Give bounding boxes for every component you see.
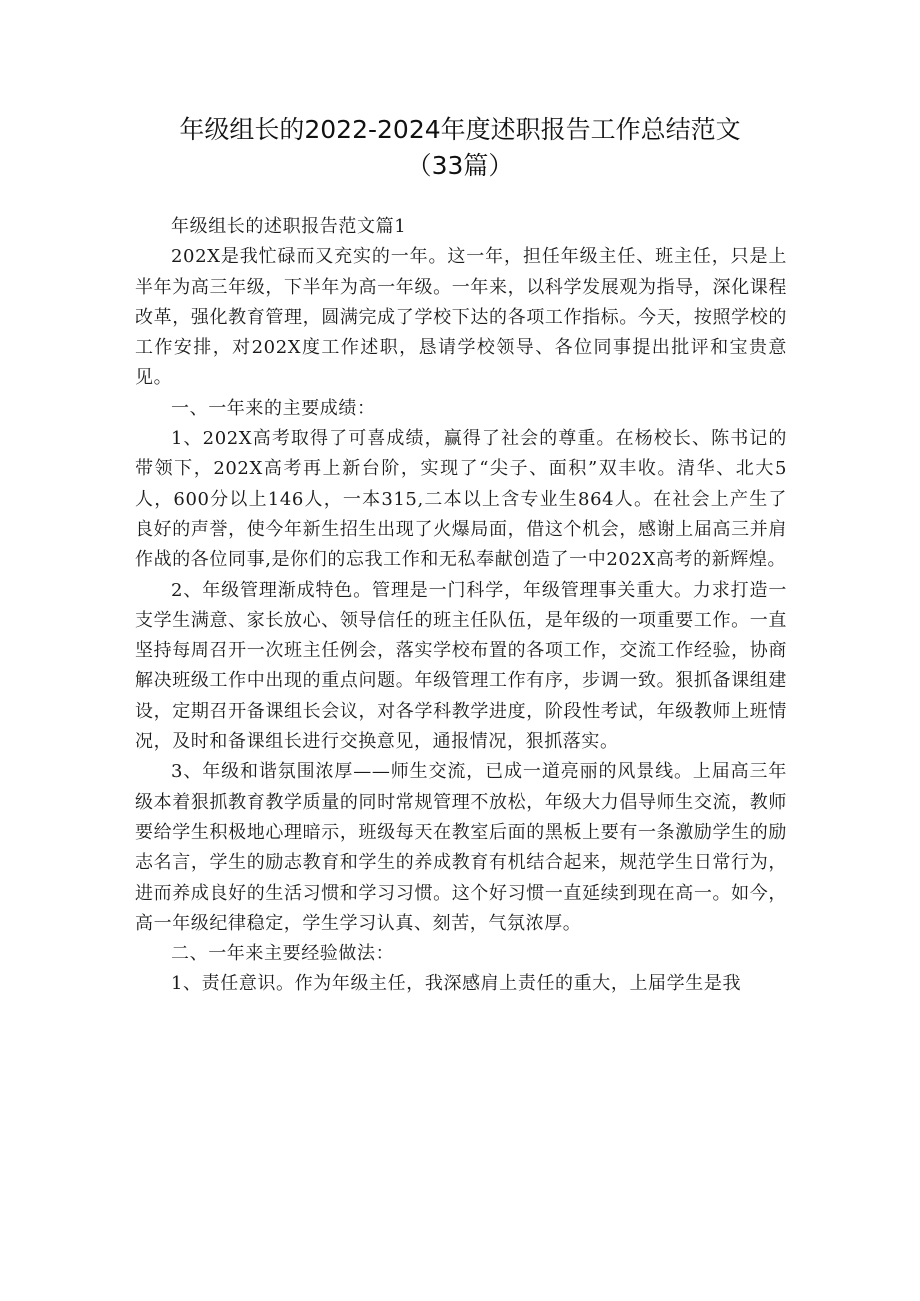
document-title xyxy=(100,112,820,184)
subheading-experience: 二、一年来主要经验做法： xyxy=(171,943,395,965)
paragraph-intro: 202X是我忙碌而又充实的一年。这一年，担任年级主任、班主任，只是上半年为高三年级，下半年为高一年级。一年来，以科学发展观为指导，深化课程改革，强化教育管理，圆满完成了学校下达的各项工作指标。今天，按照学校的工作安排，对202X度工作述职，恳请学校领导、各位同事提出批评和宝贵意见。 xyxy=(135,246,787,389)
section-heading: 年级组长的述职报告范文篇1 xyxy=(171,216,407,237)
paragraph-experience-1: 1、责任意识。作为年级主任，我深感肩上责任的重大，上届学生是我 xyxy=(171,973,742,995)
paragraph-achievement-3: 3、年级和谐氛围浓厚——师生交流，已成一道亮丽的风景线。上届高三年级本着狠抓教育教学质量的同时常规管理不放松，年级大力倡导师生交流，教师要给学生积极地心理暗示，班级每天在教室后面的黑板上要有一条激励学生的励志名言，学生的励志教育和学生的养成教育有机结合起来，规范学生日常行为，进而养成良好的生活习惯和学习习惯。这个好习惯一直延续到现在高一。如今，高一年级纪律稳定，学生学习认真、刻苦，气氛浓厚。 xyxy=(135,761,787,934)
title-line-1: 年级组长的2022-2024年度述职报告工作总结范文 xyxy=(179,115,741,144)
document-body xyxy=(135,212,787,1000)
subheading-achievements: 一、一年来的主要成绩： xyxy=(171,397,376,419)
title-line-2: （33篇） xyxy=(406,151,514,180)
paragraph-achievement-2: 2、年级管理渐成特色。管理是一门科学，年级管理事关重大。力求打造一支学生满意、家长放心、领导信任的班主任队伍，是年级的一项重要工作。一直坚持每周召开一次班主任例会，落实学校布置的各项工作，交流工作经验，协商解决班级工作中出现的重点问题。年级管理工作有序，步调一致。狠抓备课组建设，定期召开备课组长会议，对各学科教学进度，阶段性考试，年级教师上班情况，及时和备课组长进行交换意见，通报情况，狠抓落实。 xyxy=(135,579,787,753)
paragraph-achievement-1: 1、202X高考取得了可喜成绩，赢得了社会的尊重。在杨校长、陈书记的带领下，202X高考再上新台阶，实现了“尖子、面积”双丰收。清华、北大5人，600分以上146人，一本315,二本以上含专业生864人。在社会上产生了良好的声誉，使今年新生招生出现了火爆局面，借这个机会，感谢上届高三并肩作战的各位同事,是你们的忘我工作和无私奉献创造了一中202X高考的新辉煌。 xyxy=(135,428,787,571)
